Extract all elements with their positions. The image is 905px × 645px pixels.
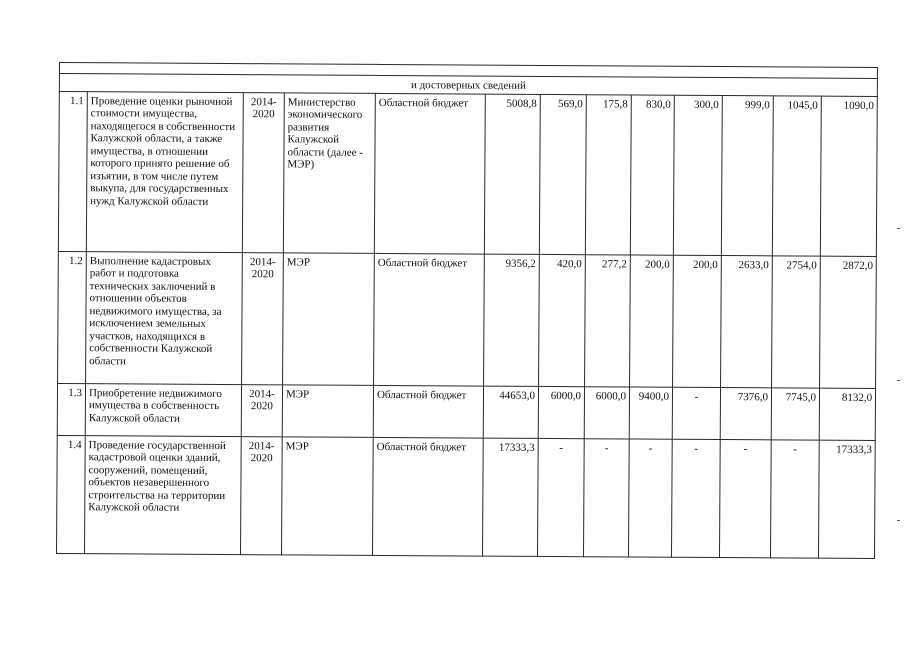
period: 2014-2020 — [241, 384, 282, 436]
measure-name: Проведение оценки рыночной стоимости имущества, находящегося в собственности Калужской области, а также имущества, в отношении которого принято решение об изъятии, в том числе путем выкупа, для государственных нужд Калужской области — [86, 91, 243, 252]
period: 2014-2020 — [241, 436, 283, 554]
year-2016-value: 830,0 — [630, 94, 674, 254]
year-2018-value: - — [720, 439, 772, 557]
year-2018-value: 2633,0 — [721, 255, 773, 387]
year-2015-value: - — [584, 438, 630, 556]
year-2015-value: 277,2 — [585, 254, 631, 386]
year-2016-value: 9400,0 — [629, 386, 672, 438]
executor: Министерство экономического развития Калужской области (далее - МЭР) — [283, 92, 375, 253]
year-2019-value: 2754,0 — [772, 255, 821, 387]
scan-edge-mark — [897, 520, 900, 521]
year-2014-value: 420,0 — [539, 254, 586, 386]
year-2014-value: - — [538, 438, 585, 556]
table-row — [58, 251, 877, 388]
executor: МЭР — [282, 384, 373, 437]
executor: МЭР — [283, 252, 375, 385]
year-2020-value: 1090,0 — [820, 96, 877, 256]
table-row — [58, 91, 877, 256]
year-2019-value: - — [770, 439, 819, 557]
year-2015-value: 175,8 — [585, 94, 631, 254]
section-title: и достоверных сведений — [59, 73, 877, 95]
funding-source: Областной бюджет — [374, 253, 485, 386]
total-value: 17333,3 — [483, 438, 539, 556]
year-2019-value: 7745,0 — [771, 387, 819, 439]
funding-source: Областной бюджет — [374, 93, 485, 254]
year-2020-value: 8132,0 — [819, 388, 876, 440]
row-number: 1.2 — [58, 251, 87, 383]
executor: МЭР — [282, 436, 374, 555]
year-2020-value: 17333,3 — [818, 440, 875, 558]
row-number: 1.4 — [57, 435, 86, 553]
row-number: 1.3 — [57, 383, 85, 435]
measure-name: Приобретение недвижимого имущества в собственность Калужской области — [85, 383, 241, 436]
total-value: 9356,2 — [484, 254, 540, 386]
year-2017-value: 200,0 — [673, 255, 722, 387]
budget-table — [56, 62, 878, 558]
funding-source: Областной бюджет — [373, 385, 483, 438]
scan-edge-mark — [897, 228, 900, 229]
total-value: 44653,0 — [483, 386, 538, 438]
year-2015-value: 6000,0 — [584, 386, 629, 438]
year-2018-value: 7376,0 — [720, 387, 771, 439]
year-2014-value: 6000,0 — [538, 386, 584, 438]
period: 2014-2020 — [242, 92, 284, 252]
table-row — [57, 383, 875, 440]
year-2017-value: 300,0 — [673, 95, 722, 255]
measure-name: Выполнение кадастровых работ и подготовка технических заключений в отношении объектов недвижимого имущества, за исключением земельных участков, находящихся в собственности Калужской области — [86, 251, 243, 384]
table-row — [57, 435, 876, 558]
scan-edge-mark — [897, 380, 900, 381]
total-value: 5008,8 — [484, 94, 540, 254]
row-number: 1.1 — [58, 91, 87, 251]
year-2016-value: 200,0 — [630, 254, 674, 386]
year-2018-value: 999,0 — [721, 95, 773, 255]
year-2017-value: - — [672, 439, 721, 557]
year-2020-value: 2872,0 — [820, 256, 877, 388]
year-2017-value: - — [672, 387, 720, 439]
year-2019-value: 1045,0 — [772, 95, 821, 255]
measure-name: Проведение государственной кадастровой оценки зданий, сооружений, помещений, объектов незавершенного строительства на территории Калужской области — [85, 435, 242, 554]
year-2016-value: - — [629, 438, 673, 556]
period: 2014-2020 — [242, 252, 284, 384]
funding-source: Областной бюджет — [373, 437, 484, 556]
year-2014-value: 569,0 — [539, 94, 586, 254]
